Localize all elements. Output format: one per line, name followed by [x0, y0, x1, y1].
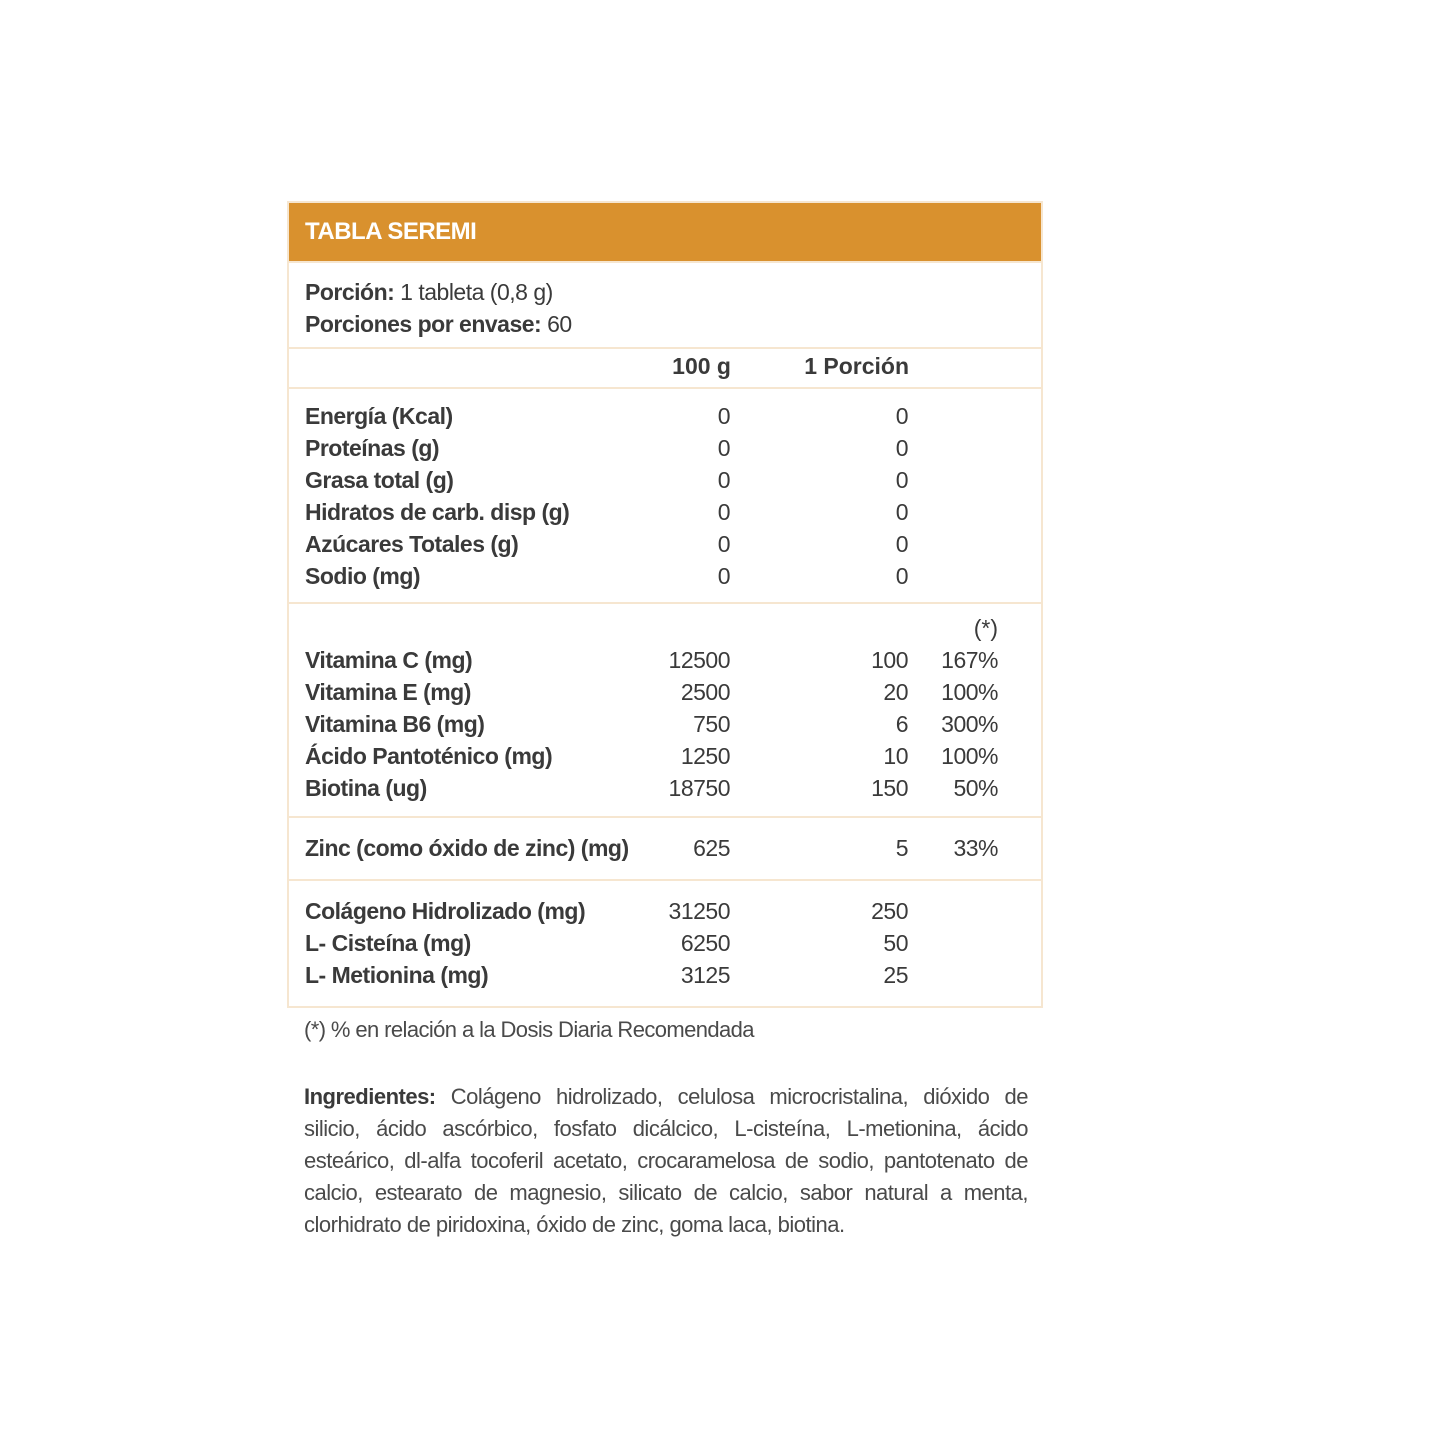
row-daily-percent: 50% — [953, 775, 998, 801]
row-per-100g: 0 — [717, 499, 730, 525]
row-per-portion: 250 — [871, 898, 908, 924]
portion-label: Porción: — [305, 279, 395, 305]
row-label: L- Cisteína (mg) — [305, 930, 471, 956]
row-per-portion: 0 — [895, 499, 908, 525]
row-daily-percent: 100% — [941, 679, 998, 705]
row-per-100g: 0 — [717, 435, 730, 461]
table-row — [289, 496, 1041, 528]
daily-value-marker: (*) — [973, 615, 998, 641]
vitamins-section — [289, 602, 1041, 816]
header-per-100g: 100 g — [672, 353, 731, 379]
row-per-100g: 12500 — [668, 647, 730, 673]
row-label: Colágeno Hidrolizado (mg) — [305, 898, 586, 924]
row-per-100g: 1250 — [680, 743, 730, 769]
table-row — [289, 832, 1041, 864]
table-row — [289, 895, 1041, 927]
row-per-portion: 20 — [883, 679, 908, 705]
table-row — [289, 708, 1041, 740]
row-label: Sodio (mg) — [305, 563, 421, 589]
row-per-100g: 625 — [693, 835, 730, 861]
row-label: Zinc (como óxido de zinc) (mg) — [305, 835, 629, 861]
table-row — [289, 676, 1041, 708]
row-per-100g: 2500 — [680, 679, 730, 705]
minerals-section — [289, 816, 1041, 879]
table-row — [289, 400, 1041, 432]
portions-per-pack-line — [305, 308, 1041, 340]
table-row — [289, 528, 1041, 560]
table-row — [289, 464, 1041, 496]
portions-per-pack-value: 60 — [547, 311, 572, 337]
row-label: Vitamina B6 (mg) — [305, 711, 485, 737]
row-per-100g: 31250 — [668, 898, 730, 924]
portion-info — [289, 261, 1041, 347]
row-label: Energía (Kcal) — [305, 403, 453, 429]
table-row — [289, 432, 1041, 464]
row-per-100g: 18750 — [668, 775, 730, 801]
row-daily-percent: 100% — [941, 743, 998, 769]
row-label: Proteínas (g) — [305, 435, 440, 461]
row-per-portion: 5 — [895, 835, 908, 861]
row-per-portion: 0 — [895, 435, 908, 461]
table-row — [289, 959, 1041, 991]
row-label: Vitamina C (mg) — [305, 647, 473, 673]
row-per-100g: 0 — [717, 403, 730, 429]
row-per-portion: 6 — [895, 711, 908, 737]
row-daily-percent: 33% — [953, 835, 998, 861]
row-per-100g: 750 — [693, 711, 730, 737]
ingredients-text: Colágeno hidrolizado, celulosa microcristalina, dióxido de silicio, ácido ascórbico, fosfato dicálcico, L-cisteína, L-metionina, ácido esteárico, dl-alfa tocoferil acetato, crocaramelosa de sodio, pantotenato de calcio, estearato de magnesio, silicato de calcio, sabor natural a menta, clorhidrato de piridoxina, óxido de zinc, goma laca, biotina. — [304, 1084, 1028, 1237]
portion-value: 1 tableta (0,8 g) — [400, 279, 553, 305]
row-label: L- Metionina (mg) — [305, 962, 489, 988]
table-row — [289, 772, 1041, 804]
column-headers — [289, 347, 1041, 387]
row-per-portion: 150 — [871, 775, 908, 801]
row-label: Grasa total (g) — [305, 467, 454, 493]
ingredients-label: Ingredientes: — [304, 1084, 436, 1109]
ingredients-paragraph — [304, 1081, 1028, 1241]
row-label: Azúcares Totales (g) — [305, 531, 519, 557]
row-per-100g: 6250 — [680, 930, 730, 956]
portion-line — [305, 276, 1041, 308]
daily-value-marker-row — [289, 612, 1041, 644]
row-per-portion: 50 — [883, 930, 908, 956]
energy-section — [289, 387, 1041, 602]
row-per-100g: 0 — [717, 563, 730, 589]
row-per-portion: 0 — [895, 467, 908, 493]
row-per-portion: 10 — [883, 743, 908, 769]
table-row — [289, 740, 1041, 772]
header-per-portion: 1 Porción — [804, 353, 909, 379]
row-daily-percent: 300% — [941, 711, 998, 737]
row-per-100g: 0 — [717, 531, 730, 557]
table-row — [289, 644, 1041, 676]
nutrition-table — [287, 201, 1043, 1008]
row-per-portion: 0 — [895, 563, 908, 589]
row-per-portion: 0 — [895, 403, 908, 429]
row-per-portion: 0 — [895, 531, 908, 557]
table-row — [289, 560, 1041, 592]
row-daily-percent: 167% — [941, 647, 998, 673]
table-title: TABLA SEREMI — [289, 203, 1041, 261]
other-components-section — [289, 879, 1041, 1006]
portions-per-pack-label: Porciones por envase: — [305, 311, 542, 337]
table-row — [289, 927, 1041, 959]
row-per-100g: 0 — [717, 467, 730, 493]
row-label: Vitamina E (mg) — [305, 679, 471, 705]
row-label: Hidratos de carb. disp (g) — [305, 499, 570, 525]
row-label: Ácido Pantoténico (mg) — [305, 743, 553, 769]
row-label: Biotina (ug) — [305, 775, 427, 801]
row-per-100g: 3125 — [680, 962, 730, 988]
daily-value-footnote: (*) % en relación a la Dosis Diaria Recomendada — [304, 1017, 754, 1042]
row-per-portion: 25 — [883, 962, 908, 988]
row-per-portion: 100 — [871, 647, 908, 673]
